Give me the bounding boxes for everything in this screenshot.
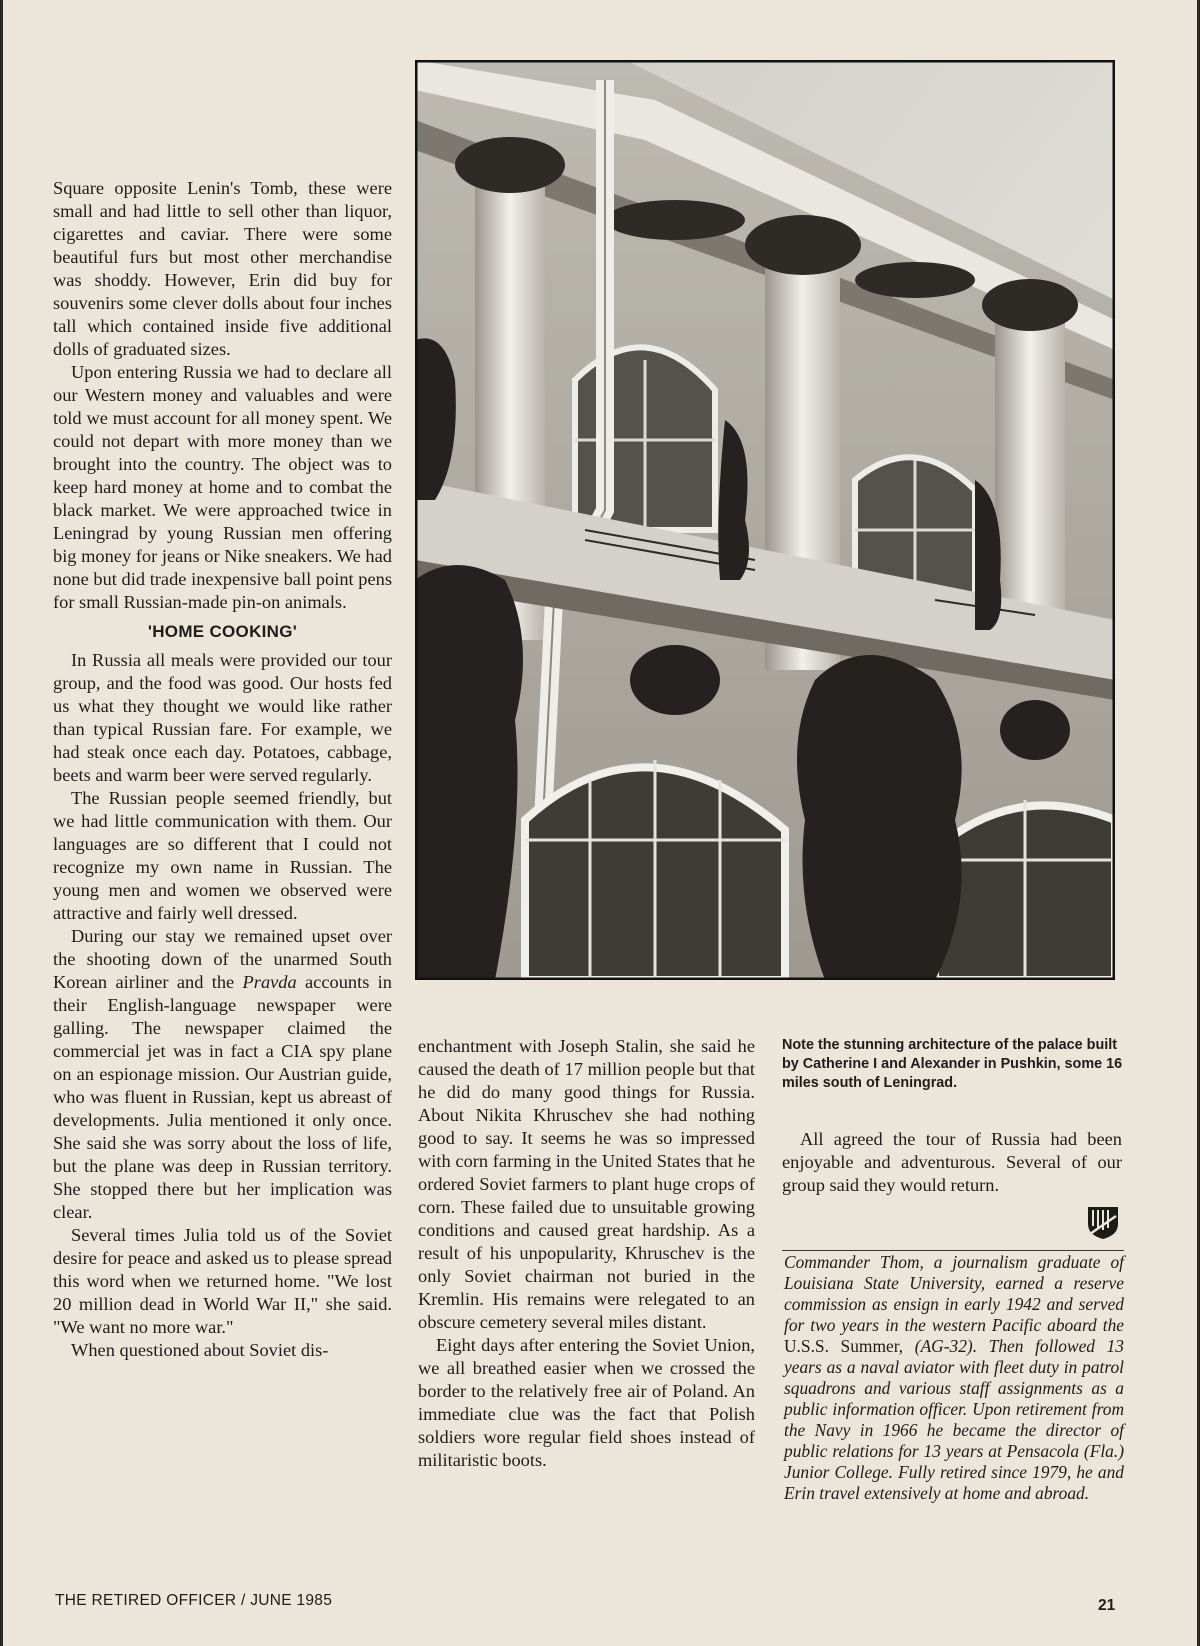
author-bio — [784, 1252, 1124, 1504]
article-column-1 — [53, 177, 392, 1362]
paragraph-meals: In Russia all meals were provided our tour group, and the food was good. Our hosts fed us what they thought we would like rather than typical Russian fare. For example, we had steak once each day. Potatoes, cabbage, beets and warm beer were served regularly. — [53, 650, 392, 785]
photo-caption: Note the stunning architecture of the palace built by Catherine I and Alexander in Pushkin, some 16 miles south of Leningrad. — [782, 1037, 1123, 1091]
paragraph-money-declaration: Upon entering Russia we had to declare all our Western money and valuables and were told we must account for all money spent. We could not depart with more money than we brought into the country. The object was to keep hard money at home and to combat the black market. We were approached twice in Leningrad by young Russian men offering big money for jeans or Nike sneakers. We had none but did trade inexpensive ball point pens for small Russian-made pin-on animals. — [53, 362, 392, 612]
bio-ship-name: U.S.S. Summer, — [784, 1336, 904, 1356]
paragraph-conclusion: All agreed the tour of Russia had been enjoyable and adventurous. Several of our group said they would return. — [782, 1129, 1122, 1195]
bio-divider — [782, 1250, 1124, 1251]
paragraph-stalin-start: When questioned about Soviet dis- — [71, 1340, 329, 1360]
bio-text-after: (AG-32). Then followed 13 years as a naval aviator with fleet duty in patrol squadrons and various staff assignments as a public information officer. Upon retirement from the Navy in 1966 he became the director of public relations for 13 years at Pensacola (Fla.) Junior College. Fully retired since 1979, he and Erin travel extensively at home and abroad. — [784, 1336, 1124, 1503]
bio-text-before: Commander Thom, a journalism graduate of Louisiana State University, earned a reserve commission as ensign in early 1942 and served for two years in the western Pacific aboard the — [784, 1252, 1124, 1335]
page-number: 21 — [1098, 1597, 1116, 1614]
article-column-3 — [782, 1128, 1122, 1197]
airliner-text-before: During our stay we remained upset over the shooting down of the unarmed South Korean airliner and the — [53, 926, 392, 992]
pravda-italic: Pravda — [242, 972, 297, 992]
airliner-text-after: accounts in their English-language newspaper were galling. The newspaper claimed the commercial jet was in fact a CIA spy plane on an espionage mission. Our Austrian guide, who was fluent in Russian, kept us abreast of developments. Julia mentioned it only once. She said she was sorry about the loss of life, but the plane was deep in Russian territory. She stopped there but her implication was clear. — [53, 972, 392, 1222]
page-edge-left — [0, 0, 3, 1646]
paragraph-peace: Several times Julia told us of the Soviet desire for peace and asked us to please spread this word when we returned home. "We lost 20 million dead in World War II," she said. "We want no more war." — [53, 1225, 392, 1337]
footer-publication: THE RETIRED OFFICER / JUNE 1985 — [55, 1592, 333, 1609]
palace-facade-photo — [415, 60, 1115, 980]
paragraph-poland: Eight days after entering the Soviet Union, we all breathed easier when we crossed the border to the relatively free air of Poland. An immediate clue was the fact that Polish soldiers wore regular field shoes instead of militaristic boots. — [418, 1335, 755, 1470]
paragraph-stalin-khruschev: enchantment with Joseph Stalin, she said he caused the death of 17 million people but that he did do many good things for Russia. About Nikita Khruschev she had nothing good to say. It seems he was so impressed with corn farming in the United States that he ordered Soviet farmers to plant huge crops of corn. These failed due to unsuitable growing conditions and caused great hardship. As a result of his unpopularity, Khruschev is the only Soviet chairman not buried in the Kremlin. His remains were relegated to an obscure cemetery several miles distant. — [418, 1036, 755, 1332]
paragraph-russian-people: The Russian people seemed friendly, but we had little communication with them. Our languages are so different that I could not recognize my own name in Russian. The young men and women we observed were attractive and fairly well dressed. — [53, 788, 392, 923]
paragraph-airliner — [53, 925, 392, 1224]
paragraph-souvenirs: Square opposite Lenin's Tomb, these were small and had little to sell other than liquor, cigarettes and caviar. There were some beautiful furs but most other merchandise was shoddy. However, Erin did buy for souvenirs some clever dolls about four inches tall which contained inside five additional dolls of graduated sizes. — [53, 178, 392, 359]
magazine-emblem-icon — [1085, 1204, 1121, 1240]
section-heading-home-cooking: 'HOME COOKING' — [147, 622, 298, 641]
article-column-2 — [418, 1035, 755, 1472]
